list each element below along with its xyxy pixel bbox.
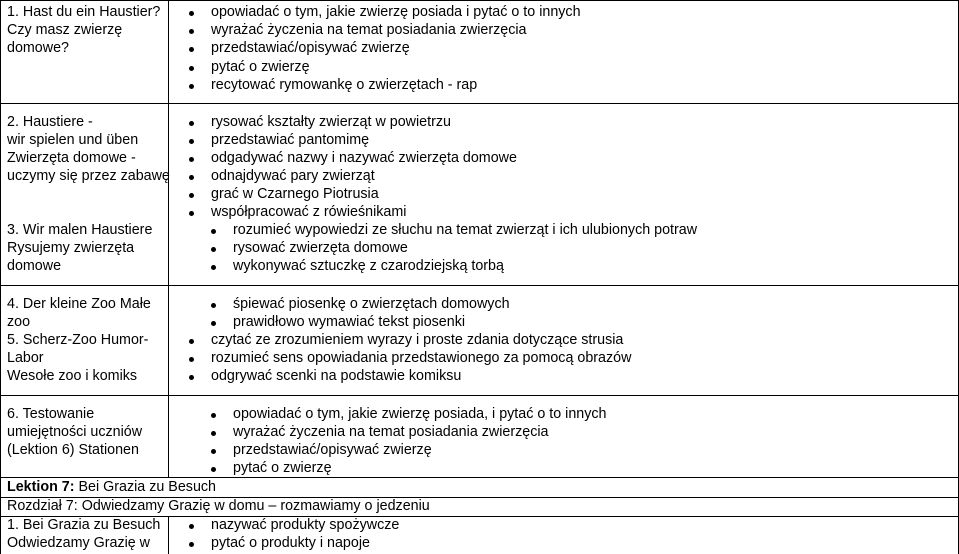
objective-item: odnajdywać pary zwierząt <box>211 168 375 184</box>
objective-item: śpiewać piosenkę o zwierzętach domowych <box>233 296 510 312</box>
bullet-icon <box>211 467 216 472</box>
lesson-title: Zwierzęta domowe - <box>7 150 136 166</box>
objective-item: rysować zwierzęta domowe <box>233 240 408 256</box>
objective-item: rozumieć sens opowiadania przedstawionego za pomocą obrazów <box>211 350 632 366</box>
bullet-icon <box>211 229 216 234</box>
objective-item: opowiadać o tym, jakie zwierzę posiada i pytać o to innych <box>211 4 581 20</box>
lesson-title: Wesołe zoo i komiks <box>7 368 138 384</box>
lesson-title: (Lektion 6) Stationen <box>7 442 139 458</box>
bullet-icon <box>189 175 194 180</box>
lesson-title: 2. Haustiere - <box>7 114 93 130</box>
column-divider <box>168 0 169 478</box>
bullet-icon <box>189 11 194 16</box>
lesson-title: 1. Hast du ein Haustier? <box>7 4 161 20</box>
lesson-title: 1. Bei Grazia zu Besuch <box>7 517 161 533</box>
bullet-icon <box>189 524 194 529</box>
table-top-border <box>0 0 959 1</box>
bullet-icon <box>189 139 194 144</box>
lesson-title: Odwiedzamy Grazię w <box>7 535 151 551</box>
bullet-icon <box>211 413 216 418</box>
objective-item: czytać ze zrozumieniem wyrazy i proste zdania dotyczące strusia <box>211 332 624 348</box>
objective-item: przedstawiać/opisywać zwierzę <box>233 442 432 458</box>
objective-item: odgrywać scenki na podstawie komiksu <box>211 368 462 384</box>
objective-item: wyrażać życzenia na temat posiadania zwierzęcia <box>233 424 549 440</box>
chapter-heading: Rozdział 7: Odwiedzamy Grazię w domu – rozmawiamy o jedzeniu <box>7 498 430 514</box>
bullet-icon <box>189 121 194 126</box>
bullet-icon <box>211 303 216 308</box>
lektion-label: Lektion 7: <box>7 479 75 495</box>
bullet-icon <box>189 542 194 547</box>
objective-item: rozumieć wypowiedzi ze słuchu na temat zwierząt i ich ulubionych potraw <box>233 222 698 238</box>
bullet-icon <box>189 375 194 380</box>
bullet-icon <box>189 357 194 362</box>
bullet-icon <box>189 66 194 71</box>
bullet-icon <box>211 321 216 326</box>
lesson-title: domowe <box>7 258 62 274</box>
bullet-icon <box>189 193 194 198</box>
lesson-title: 4. Der kleine Zoo Małe <box>7 296 151 312</box>
objective-item: przedstawiać/opisywać zwierzę <box>211 40 410 56</box>
bullet-icon <box>189 339 194 344</box>
bullet-icon <box>189 84 194 89</box>
lesson-title: Rysujemy zwierzęta <box>7 240 135 256</box>
lesson-title: domowe? <box>7 40 69 56</box>
lesson-title: 3. Wir malen Haustiere <box>7 222 153 238</box>
lesson-title: wir spielen und üben <box>7 132 139 148</box>
lesson-title: uczymy się przez zabawę <box>7 168 170 184</box>
objective-item: recytować rymowankę o zwierzętach - rap <box>211 77 478 93</box>
table-left-border <box>0 0 1 554</box>
bullet-icon <box>211 265 216 270</box>
bullet-icon <box>211 431 216 436</box>
row-divider <box>0 395 959 396</box>
objective-item: rysować kształty zwierząt w powietrzu <box>211 114 451 130</box>
objective-item: przedstawiać pantomimę <box>211 132 370 148</box>
lesson-title: 6. Testowanie <box>7 406 95 422</box>
lektion-title: Bei Grazia zu Besuch <box>78 479 216 495</box>
lesson-title: zoo <box>7 314 31 330</box>
objective-item: pytać o zwierzę <box>211 59 310 75</box>
bullet-icon <box>211 449 216 454</box>
lesson-title: Czy masz zwierzę <box>7 22 123 38</box>
objective-item: opowiadać o tym, jakie zwierzę posiada, i pytać o to innych <box>233 406 607 422</box>
objective-item: współpracować z rówieśnikami <box>211 204 407 220</box>
objective-item: wykonywać sztuczkę z czarodziejską torbą <box>233 258 504 274</box>
objective-item: pytać o produkty i napoje <box>211 535 370 551</box>
lesson-title: umiejętności uczniów <box>7 424 143 440</box>
objective-item: nazywać produkty spożywcze <box>211 517 400 533</box>
lesson-title: Labor <box>7 350 44 366</box>
lesson-title: 5. Scherz-Zoo Humor- <box>7 332 149 348</box>
bullet-icon <box>211 247 216 252</box>
objective-item: pytać o zwierzę <box>233 460 332 476</box>
objective-item: grać w Czarnego Piotrusia <box>211 186 379 202</box>
objective-item: wyrażać życzenia na temat posiadania zwierzęcia <box>211 22 527 38</box>
bullet-icon <box>189 29 194 34</box>
column-divider <box>168 516 169 554</box>
bullet-icon <box>189 47 194 52</box>
bullet-icon <box>189 211 194 216</box>
row-divider <box>0 285 959 286</box>
objective-item: prawidłowo wymawiać tekst piosenki <box>233 314 466 330</box>
lektion-heading <box>7 479 216 496</box>
row-divider <box>0 477 959 478</box>
objective-item: odgadywać nazwy i nazywać zwierzęta domowe <box>211 150 517 166</box>
row-divider <box>0 103 959 104</box>
bullet-icon <box>189 157 194 162</box>
